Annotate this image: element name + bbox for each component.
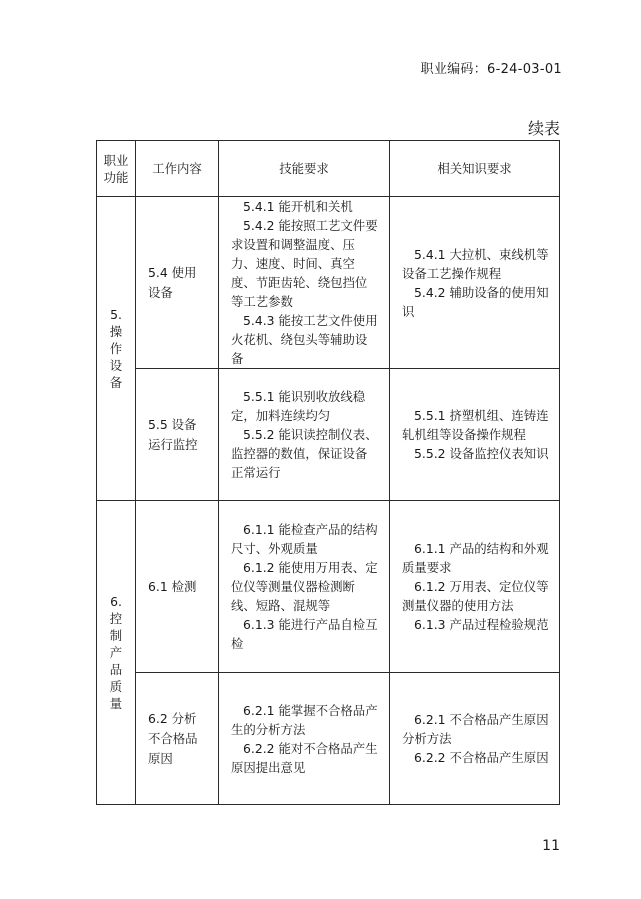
knowledge-cell: 5.5.1 挤塑机组、连铸连轧机组等设备操作规程 5.5.2 设备监控仪表知识 [390,369,560,501]
table-row [97,369,560,501]
continued-label: 续表 [527,119,560,138]
header-function: 职业功能 [97,141,136,197]
table-row [97,501,560,673]
skills-cell: 6.2.1 能掌握不合格品产生的分析方法 6.2.2 能对不合格品产生原因提出意见 [219,673,390,805]
table-row [97,197,560,369]
work-content-cell: 5.5 设备运行监控 [136,369,219,501]
skills-table [96,140,560,805]
knowledge-cell: 5.4.1 大拉机、束线机等设备工艺操作规程 5.4.2 辅助设备的使用知识 [390,197,560,369]
function-cell: 6. 控制产品质量 [97,501,136,805]
skills-cell: 6.1.1 能检查产品的结构尺寸、外观质量 6.1.2 能使用万用表、定位仪等测量仪器检测断线、短路、混规等 6.1.3 能进行产品自检互检 [219,501,390,673]
function-cell: 5. 操作设备 [97,197,136,501]
knowledge-cell: 6.2.1 不合格品产生原因分析方法 6.2.2 不合格品产生原因 [390,673,560,805]
header-knowledge: 相关知识要求 [390,141,560,197]
work-content-cell: 6.2 分析不合格品原因 [136,673,219,805]
knowledge-cell: 6.1.1 产品的结构和外观质量要求 6.1.2 万用表、定位仪等测量仪器的使用方法 6.1.3 产品过程检验规范 [390,501,560,673]
work-content-cell: 5.4 使用设备 [136,197,219,369]
table-row [97,673,560,805]
table-header-row [97,141,560,197]
page-number: 11 [542,838,560,854]
work-content-cell: 6.1 检测 [136,501,219,673]
header-skills: 技能要求 [219,141,390,197]
occupation-code: 职业编码：6-24-03-01 [420,62,562,77]
skills-cell: 5.4.1 能开机和关机 5.4.2 能按照工艺文件要求设置和调整温度、压力、速度、时间、真空度、节距齿轮、绕包挡位等工艺参数 5.4.3 能按工艺文件使用火花机、绕包头等辅助设备 [219,197,390,369]
header-work: 工作内容 [136,141,219,197]
skills-cell: 5.5.1 能识别收放线稳定，加料连续均匀 5.5.2 能识读控制仪表、监控器的数值，保证设备正常运行 [219,369,390,501]
